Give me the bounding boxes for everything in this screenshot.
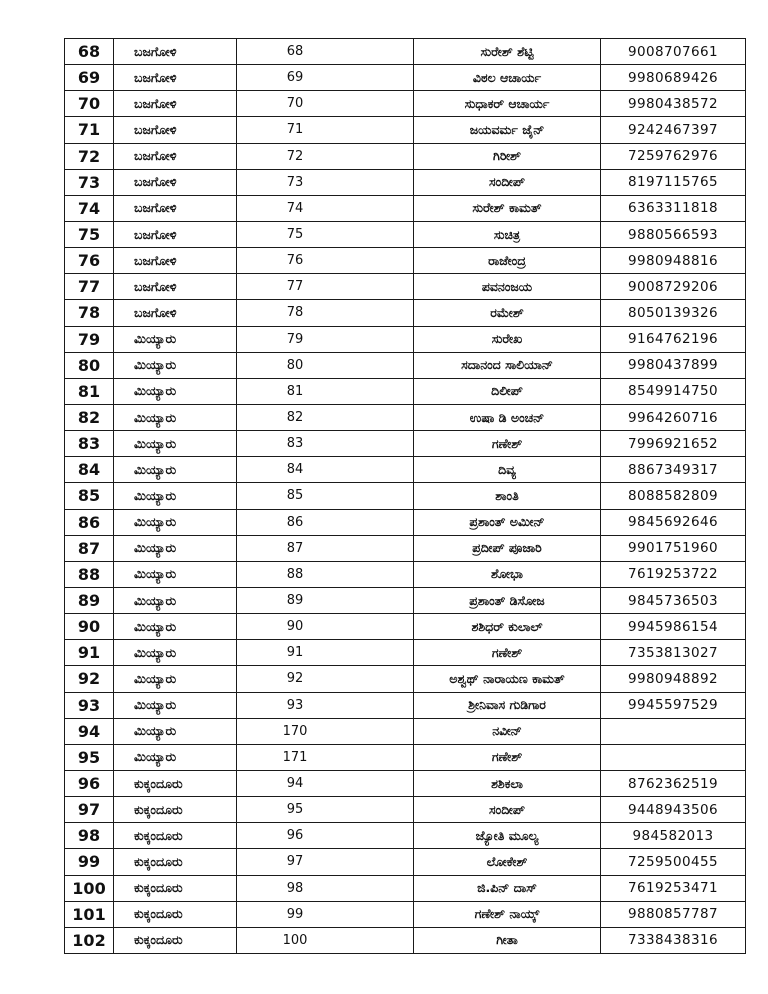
table-row xyxy=(65,614,746,640)
phone-number-cell: 9880566593 xyxy=(601,221,746,247)
place-cell: ಮಿಯ್ಯಾರು xyxy=(114,666,237,692)
phone-number-cell: 9901751960 xyxy=(601,535,746,561)
serial-number-cell: 75 xyxy=(65,221,114,247)
person-name-cell: ಸದಾನಂದ ಸಾಲಿಯಾನ್ xyxy=(414,352,601,378)
place-cell: ಕುಕ್ಕಂದೂರು xyxy=(114,927,237,953)
booth-number-cell: 88 xyxy=(237,561,414,587)
booth-number-cell: 79 xyxy=(237,326,414,352)
phone-number-cell: 9945986154 xyxy=(601,614,746,640)
serial-number-cell: 78 xyxy=(65,300,114,326)
table-row xyxy=(65,65,746,91)
phone-number-cell: 9964260716 xyxy=(601,404,746,430)
table-row xyxy=(65,561,746,587)
booth-number-cell: 81 xyxy=(237,378,414,404)
booth-number-cell: 90 xyxy=(237,614,414,640)
booth-number-cell: 74 xyxy=(237,195,414,221)
booth-number-cell: 68 xyxy=(237,39,414,65)
person-name-cell: ಜ್ಯೋತಿ ಮೂಲ್ಯ xyxy=(414,823,601,849)
person-name-cell: ಶಾಂತಿ xyxy=(414,483,601,509)
phone-number-cell: 7353813027 xyxy=(601,640,746,666)
person-name-cell: ಗಣೇಶ್ ನಾಯ್ಕ್ xyxy=(414,901,601,927)
booth-number-cell: 99 xyxy=(237,901,414,927)
phone-number-cell: 9880857787 xyxy=(601,901,746,927)
serial-number-cell: 70 xyxy=(65,91,114,117)
serial-number-cell: 86 xyxy=(65,509,114,535)
place-cell: ಮಿಯ್ಯಾರು xyxy=(114,378,237,404)
roster-body xyxy=(65,39,746,954)
booth-number-cell: 98 xyxy=(237,875,414,901)
table-row xyxy=(65,640,746,666)
place-cell: ಕುಕ್ಕಂದೂರು xyxy=(114,901,237,927)
table-row xyxy=(65,221,746,247)
phone-number-cell: 7619253471 xyxy=(601,875,746,901)
serial-number-cell: 87 xyxy=(65,535,114,561)
phone-number-cell: 6363311818 xyxy=(601,195,746,221)
place-cell: ಮಿಯ್ಯಾರು xyxy=(114,352,237,378)
place-cell: ಕುಕ್ಕಂದೂರು xyxy=(114,875,237,901)
table-row xyxy=(65,117,746,143)
table-row xyxy=(65,770,746,796)
person-name-cell: ದಿವ್ಯ xyxy=(414,457,601,483)
serial-number-cell: 92 xyxy=(65,666,114,692)
person-name-cell: ಜಿ.ಪಿನ್ ದಾಸ್ xyxy=(414,875,601,901)
table-row xyxy=(65,169,746,195)
place-cell: ಕುಕ್ಕಂದೂರು xyxy=(114,849,237,875)
table-row xyxy=(65,300,746,326)
place-cell: ಕುಕ್ಕಂದೂರು xyxy=(114,797,237,823)
table-row xyxy=(65,195,746,221)
table-row xyxy=(65,797,746,823)
place-cell: ಬಜಗೋಳಿ xyxy=(114,169,237,195)
serial-number-cell: 77 xyxy=(65,274,114,300)
table-row xyxy=(65,535,746,561)
serial-number-cell: 100 xyxy=(65,875,114,901)
booth-number-cell: 95 xyxy=(237,797,414,823)
person-name-cell: ಶಶಿಧರ್ ಕುಲಾಲ್ xyxy=(414,614,601,640)
place-cell: ಮಿಯ್ಯಾರು xyxy=(114,561,237,587)
booth-number-cell: 89 xyxy=(237,587,414,613)
phone-number-cell: 9448943506 xyxy=(601,797,746,823)
person-name-cell: ಪ್ರಶಾಂತ್ ಡಿಸೋಜ xyxy=(414,587,601,613)
person-name-cell: ಗಣೇಶ್ xyxy=(414,640,601,666)
table-row xyxy=(65,404,746,430)
phone-number-cell: 9008707661 xyxy=(601,39,746,65)
phone-number-cell: 9164762196 xyxy=(601,326,746,352)
booth-number-cell: 84 xyxy=(237,457,414,483)
place-cell: ಬಜಗೋಳಿ xyxy=(114,248,237,274)
phone-number-cell: 7338438316 xyxy=(601,927,746,953)
person-name-cell: ಗಿರೀಶ್ xyxy=(414,143,601,169)
serial-number-cell: 79 xyxy=(65,326,114,352)
place-cell: ಮಿಯ್ಯಾರು xyxy=(114,587,237,613)
booth-number-cell: 93 xyxy=(237,692,414,718)
booth-number-cell: 100 xyxy=(237,927,414,953)
booth-number-cell: 78 xyxy=(237,300,414,326)
place-cell: ಕುಕ್ಕಂದೂರು xyxy=(114,823,237,849)
table-row xyxy=(65,927,746,953)
place-cell: ಬಜಗೋಳಿ xyxy=(114,195,237,221)
person-name-cell: ಸುರೇಖ xyxy=(414,326,601,352)
person-name-cell: ಸಂದೀಪ್ xyxy=(414,169,601,195)
table-row xyxy=(65,849,746,875)
phone-number-cell: 7996921652 xyxy=(601,431,746,457)
place-cell: ಬಜಗೋಳಿ xyxy=(114,221,237,247)
person-name-cell: ಶೋಭಾ xyxy=(414,561,601,587)
place-cell: ಮಿಯ್ಯಾರು xyxy=(114,509,237,535)
serial-number-cell: 98 xyxy=(65,823,114,849)
person-name-cell: ಪ್ರಶಾಂತ್ ಅಮೀನ್ xyxy=(414,509,601,535)
phone-number-cell: 8867349317 xyxy=(601,457,746,483)
place-cell: ಮಿಯ್ಯಾರು xyxy=(114,614,237,640)
person-name-cell: ಸುರೇಶ್ ಶೆಟ್ಟಿ xyxy=(414,39,601,65)
place-cell: ಮಿಯ್ಯಾರು xyxy=(114,483,237,509)
booth-number-cell: 170 xyxy=(237,718,414,744)
table-row xyxy=(65,483,746,509)
phone-number-cell: 9945597529 xyxy=(601,692,746,718)
booth-number-cell: 71 xyxy=(237,117,414,143)
person-name-cell: ರಮೇಶ್ xyxy=(414,300,601,326)
person-name-cell: ಸುಚಿತ್ರ xyxy=(414,221,601,247)
place-cell: ಮಿಯ್ಯಾರು xyxy=(114,692,237,718)
phone-number-cell: 9980438572 xyxy=(601,91,746,117)
person-name-cell: ಪ್ರದೀಪ್ ಪೂಜಾರಿ xyxy=(414,535,601,561)
table-row xyxy=(65,901,746,927)
person-name-cell: ನವೀನ್ xyxy=(414,718,601,744)
phone-number-cell: 9980689426 xyxy=(601,65,746,91)
person-name-cell: ಶ್ರೀನಿವಾಸ ಗುಡಿಗಾರ xyxy=(414,692,601,718)
phone-number-cell: 9242467397 xyxy=(601,117,746,143)
serial-number-cell: 89 xyxy=(65,587,114,613)
phone-number-cell: 9008729206 xyxy=(601,274,746,300)
serial-number-cell: 91 xyxy=(65,640,114,666)
person-name-cell: ಅಶ್ವಥ್ ನಾರಾಯಣ ಕಾಮತ್ xyxy=(414,666,601,692)
table-row xyxy=(65,326,746,352)
person-name-cell: ಸಂದೀಪ್ xyxy=(414,797,601,823)
serial-number-cell: 81 xyxy=(65,378,114,404)
person-name-cell: ಪವನಂಜಯ xyxy=(414,274,601,300)
table-row xyxy=(65,143,746,169)
place-cell: ಮಿಯ್ಯಾರು xyxy=(114,326,237,352)
serial-number-cell: 93 xyxy=(65,692,114,718)
booth-number-cell: 171 xyxy=(237,744,414,770)
table-row xyxy=(65,744,746,770)
table-row xyxy=(65,875,746,901)
phone-number-cell: 8762362519 xyxy=(601,770,746,796)
person-name-cell: ರಾಜೇಂದ್ರ xyxy=(414,248,601,274)
serial-number-cell: 84 xyxy=(65,457,114,483)
table-row xyxy=(65,248,746,274)
booth-number-cell: 73 xyxy=(237,169,414,195)
place-cell: ಮಿಯ್ಯಾರು xyxy=(114,431,237,457)
serial-number-cell: 102 xyxy=(65,927,114,953)
booth-number-cell: 85 xyxy=(237,483,414,509)
table-row xyxy=(65,91,746,117)
phone-number-cell: 8549914750 xyxy=(601,378,746,404)
place-cell: ಮಿಯ್ಯಾರು xyxy=(114,457,237,483)
person-name-cell: ಉಷಾ ಡಿ ಅಂಚನ್ xyxy=(414,404,601,430)
booth-number-cell: 87 xyxy=(237,535,414,561)
serial-number-cell: 94 xyxy=(65,718,114,744)
phone-number-cell: 7259762976 xyxy=(601,143,746,169)
phone-number-cell: 9845736503 xyxy=(601,587,746,613)
place-cell: ಬಜಗೋಳಿ xyxy=(114,65,237,91)
phone-number-cell: 9845692646 xyxy=(601,509,746,535)
phone-number-cell: 7619253722 xyxy=(601,561,746,587)
serial-number-cell: 69 xyxy=(65,65,114,91)
person-name-cell: ವಿಠಲ ಆಚಾರ್ಯ xyxy=(414,65,601,91)
booth-number-cell: 72 xyxy=(237,143,414,169)
phone-number-cell: 9980948816 xyxy=(601,248,746,274)
place-cell: ಬಜಗೋಳಿ xyxy=(114,300,237,326)
booth-number-cell: 76 xyxy=(237,248,414,274)
booth-number-cell: 86 xyxy=(237,509,414,535)
booth-number-cell: 70 xyxy=(237,91,414,117)
booth-number-cell: 75 xyxy=(237,221,414,247)
serial-number-cell: 97 xyxy=(65,797,114,823)
serial-number-cell: 101 xyxy=(65,901,114,927)
table-row xyxy=(65,378,746,404)
roster-table xyxy=(64,38,746,954)
place-cell: ಬಜಗೋಳಿ xyxy=(114,91,237,117)
booth-number-cell: 94 xyxy=(237,770,414,796)
table-row xyxy=(65,509,746,535)
person-name-cell: ಜಯವರ್ಮ ಜೈನ್ xyxy=(414,117,601,143)
phone-number-cell: 8197115765 xyxy=(601,169,746,195)
phone-number-cell: 7259500455 xyxy=(601,849,746,875)
person-name-cell: ಗೀತಾ xyxy=(414,927,601,953)
place-cell: ಮಿಯ್ಯಾರು xyxy=(114,535,237,561)
phone-number-cell: 9980948892 xyxy=(601,666,746,692)
place-cell: ಬಜಗೋಳಿ xyxy=(114,143,237,169)
person-name-cell: ಗಣೇಶ್ xyxy=(414,431,601,457)
serial-number-cell: 95 xyxy=(65,744,114,770)
place-cell: ಬಜಗೋಳಿ xyxy=(114,39,237,65)
place-cell: ಮಿಯ್ಯಾರು xyxy=(114,640,237,666)
phone-number-cell: 984582013 xyxy=(601,823,746,849)
person-name-cell: ಸುರೇಶ್ ಕಾಮತ್ xyxy=(414,195,601,221)
booth-number-cell: 92 xyxy=(237,666,414,692)
table-row xyxy=(65,718,746,744)
phone-number-cell: 9980437899 xyxy=(601,352,746,378)
table-row xyxy=(65,352,746,378)
table-row xyxy=(65,274,746,300)
table-row xyxy=(65,39,746,65)
place-cell: ಮಿಯ್ಯಾರು xyxy=(114,718,237,744)
serial-number-cell: 71 xyxy=(65,117,114,143)
place-cell: ಮಿಯ್ಯಾರು xyxy=(114,744,237,770)
booth-number-cell: 82 xyxy=(237,404,414,430)
booth-number-cell: 96 xyxy=(237,823,414,849)
booth-number-cell: 83 xyxy=(237,431,414,457)
place-cell: ಮಿಯ್ಯಾರು xyxy=(114,404,237,430)
serial-number-cell: 83 xyxy=(65,431,114,457)
person-name-cell: ಲೋಕೇಶ್ xyxy=(414,849,601,875)
phone-number-cell xyxy=(601,718,746,744)
serial-number-cell: 90 xyxy=(65,614,114,640)
place-cell: ಬಜಗೋಳಿ xyxy=(114,274,237,300)
table-row xyxy=(65,692,746,718)
serial-number-cell: 99 xyxy=(65,849,114,875)
serial-number-cell: 72 xyxy=(65,143,114,169)
booth-number-cell: 91 xyxy=(237,640,414,666)
booth-number-cell: 80 xyxy=(237,352,414,378)
serial-number-cell: 74 xyxy=(65,195,114,221)
booth-number-cell: 97 xyxy=(237,849,414,875)
serial-number-cell: 96 xyxy=(65,770,114,796)
person-name-cell: ದಿಲೀಪ್ xyxy=(414,378,601,404)
person-name-cell: ಗಣೇಶ್ xyxy=(414,744,601,770)
place-cell: ಬಜಗೋಳಿ xyxy=(114,117,237,143)
serial-number-cell: 88 xyxy=(65,561,114,587)
table-row xyxy=(65,457,746,483)
phone-number-cell: 8050139326 xyxy=(601,300,746,326)
serial-number-cell: 82 xyxy=(65,404,114,430)
table-row xyxy=(65,431,746,457)
person-name-cell: ಸುಧಾಕರ್ ಆಚಾರ್ಯ xyxy=(414,91,601,117)
table-row xyxy=(65,587,746,613)
booth-number-cell: 77 xyxy=(237,274,414,300)
serial-number-cell: 80 xyxy=(65,352,114,378)
booth-number-cell: 69 xyxy=(237,65,414,91)
phone-number-cell xyxy=(601,744,746,770)
serial-number-cell: 85 xyxy=(65,483,114,509)
place-cell: ಕುಕ್ಕಂದೂರು xyxy=(114,770,237,796)
serial-number-cell: 73 xyxy=(65,169,114,195)
serial-number-cell: 68 xyxy=(65,39,114,65)
table-row xyxy=(65,823,746,849)
table-row xyxy=(65,666,746,692)
phone-number-cell: 8088582809 xyxy=(601,483,746,509)
person-name-cell: ಶಶಿಕಲಾ xyxy=(414,770,601,796)
serial-number-cell: 76 xyxy=(65,248,114,274)
